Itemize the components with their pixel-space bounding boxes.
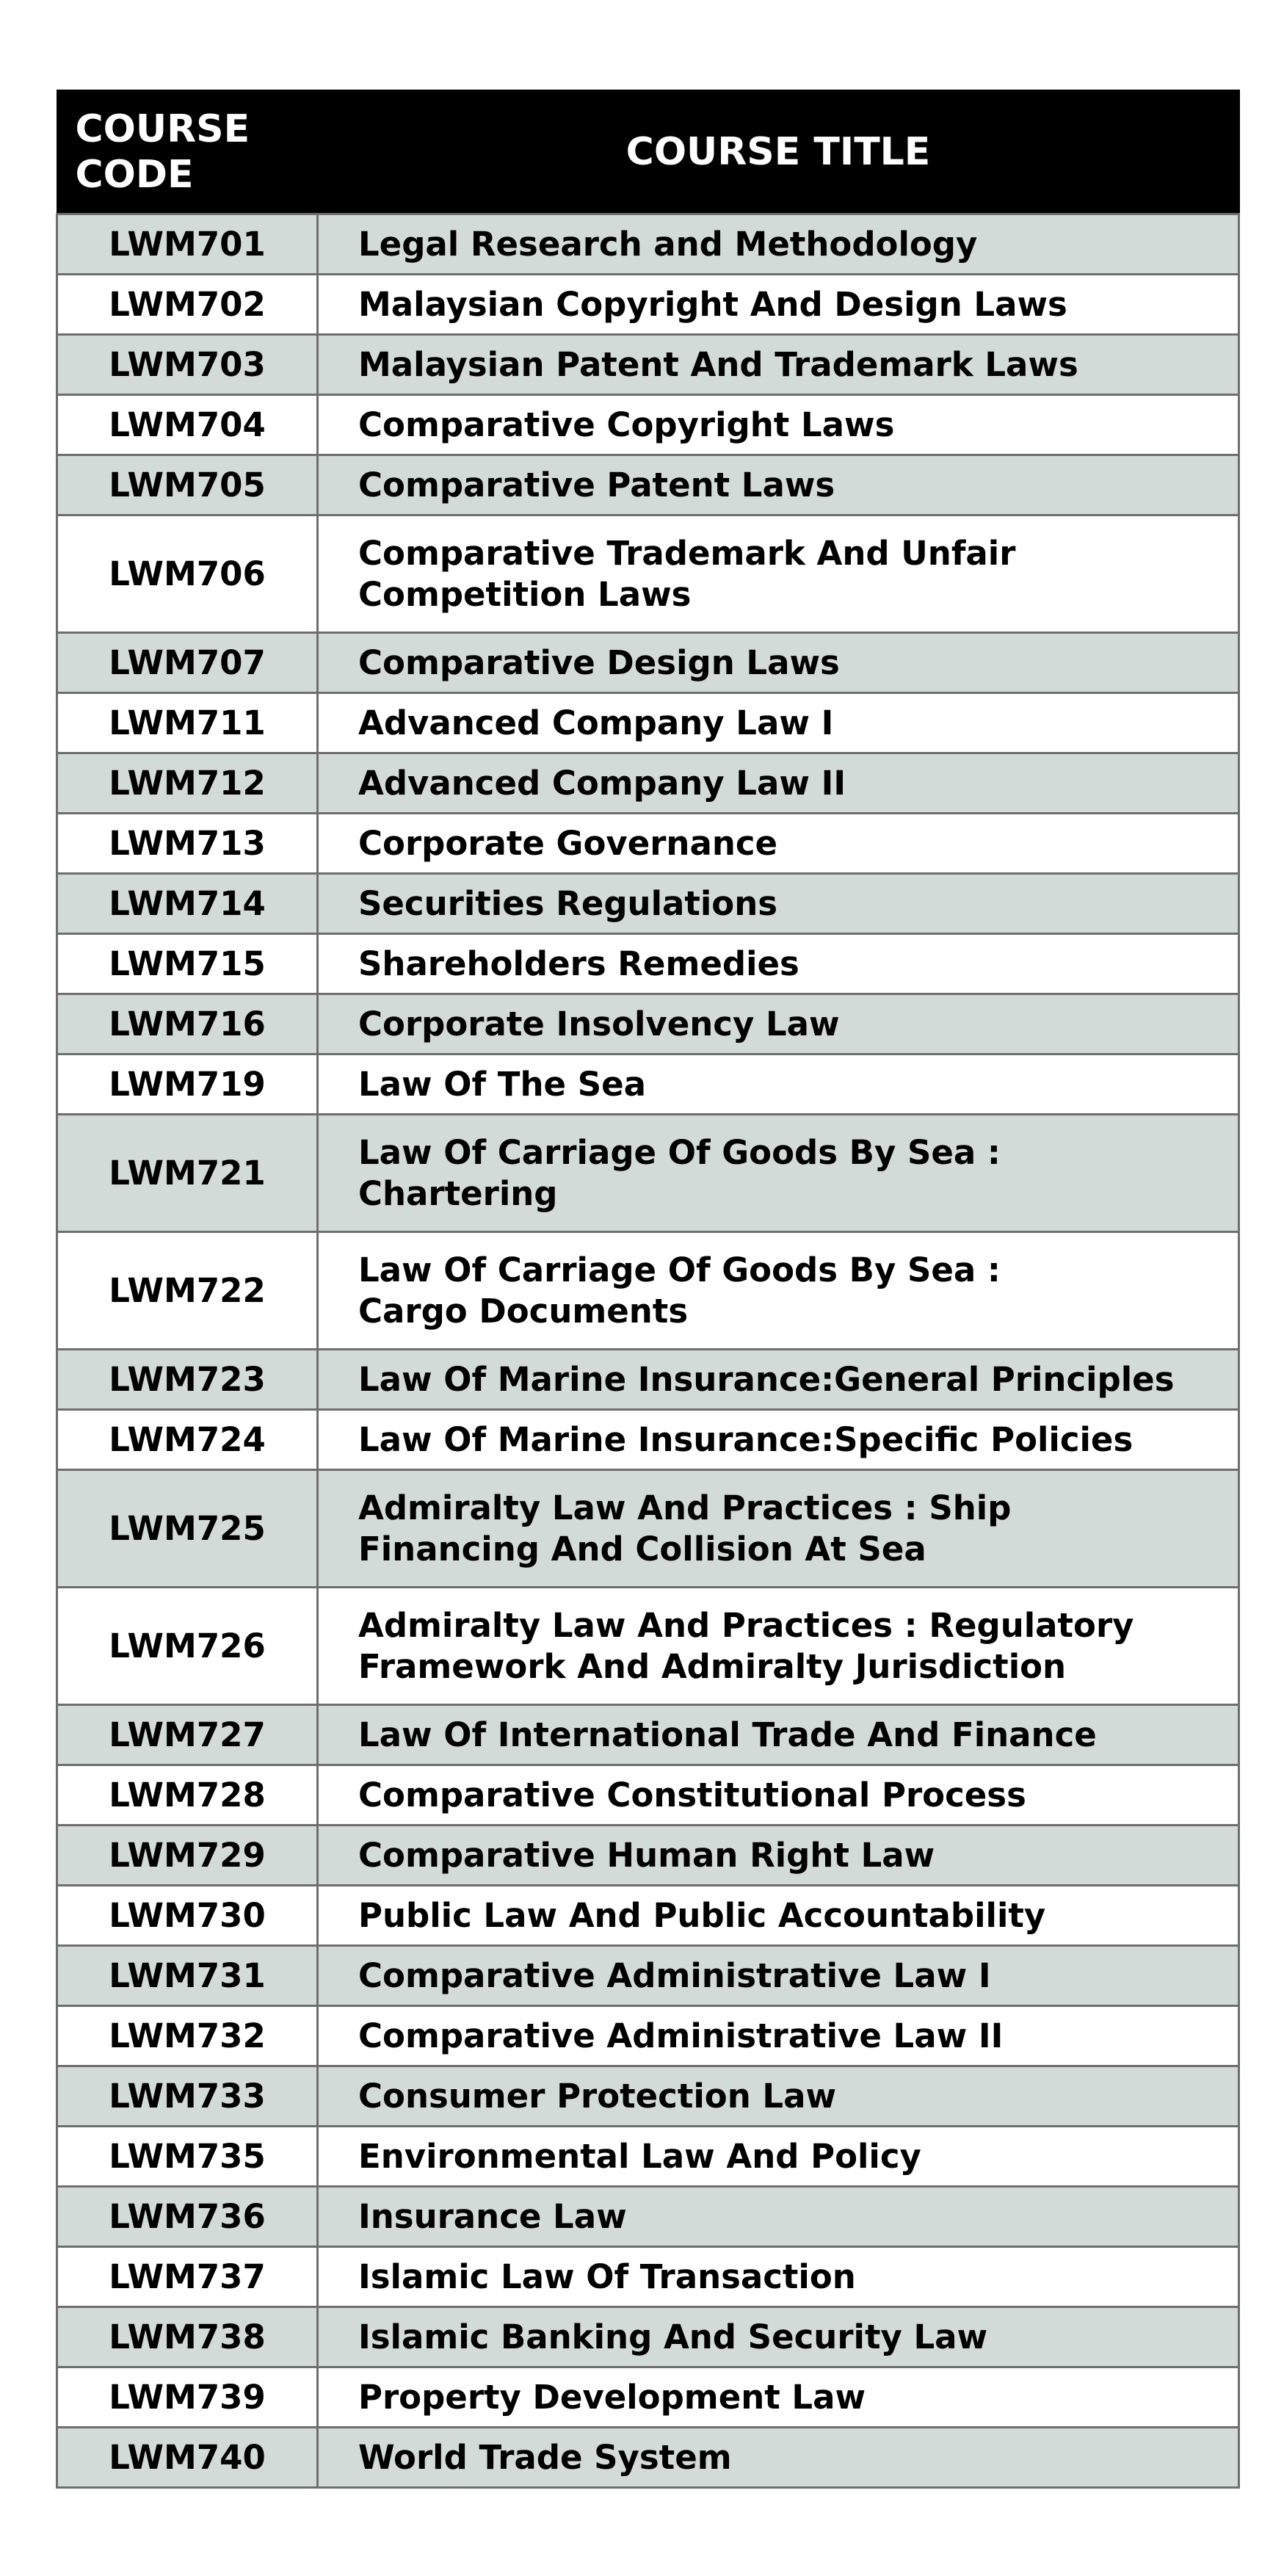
table-row [57,1350,1239,1410]
course-code-cell: LWM730 [57,1886,318,1946]
course-title-cell: Malaysian Patent And Trademark Laws [318,335,1239,395]
course-code-cell: LWM715 [57,934,318,994]
course-code-cell: LWM706 [57,515,318,633]
course-title-cell: Comparative Administrative Law II [318,2006,1239,2066]
course-title-cell: Corporate Insolvency Law [318,994,1239,1054]
table-row [57,2127,1239,2187]
table-row [57,693,1239,753]
course-title-cell: Advanced Company Law II [318,753,1239,814]
header-course-title-label: COURSE TITLE [625,130,931,174]
course-title-cell: Malaysian Copyright And Design Laws [318,275,1239,335]
table-row [57,2247,1239,2307]
course-title-cell: Environmental Law And Policy [318,2127,1239,2187]
table-row [57,753,1239,814]
table-body [57,214,1239,2488]
course-title-cell: Comparative Copyright Laws [318,395,1239,455]
course-code-cell: LWM704 [57,395,318,455]
table-row [57,515,1239,633]
table-row [57,814,1239,874]
table-row [57,395,1239,455]
table-row [57,874,1239,934]
course-title-cell: Comparative Patent Laws [318,455,1239,515]
course-title-cell: Comparative Human Right Law [318,1826,1239,1886]
course-title-cell: Admiralty Law And Practices : Ship Financing And Collision At Sea [318,1470,1239,1588]
course-code-cell: LWM702 [57,275,318,335]
table-row [57,335,1239,395]
course-code-cell: LWM722 [57,1232,318,1350]
table-row [57,994,1239,1054]
table-row [57,2367,1239,2428]
course-title-cell: Shareholders Remedies [318,934,1239,994]
course-title-cell: Consumer Protection Law [318,2066,1239,2127]
table-row [57,2428,1239,2488]
course-title-cell: Property Development Law [318,2367,1239,2428]
course-code-cell: LWM701 [57,214,318,275]
course-title-cell: Comparative Design Laws [318,633,1239,693]
course-title-cell: Law Of Carriage Of Goods By Sea : Cargo Documents [318,1232,1239,1350]
course-title-cell: Insurance Law [318,2187,1239,2247]
table-row [57,275,1239,335]
table-row [57,1588,1239,1705]
course-code-cell: LWM726 [57,1588,318,1705]
course-code-cell: LWM735 [57,2127,318,2187]
header-course-title [318,90,1239,214]
course-code-cell: LWM733 [57,2066,318,2127]
course-title-cell: Comparative Trademark And Unfair Competition Laws [318,515,1239,633]
table-row [57,1946,1239,2006]
course-title-cell: Public Law And Public Accountability [318,1886,1239,1946]
course-code-cell: LWM732 [57,2006,318,2066]
course-title-cell: Securities Regulations [318,874,1239,934]
course-code-cell: LWM737 [57,2247,318,2307]
table-row [57,934,1239,994]
course-code-cell: LWM724 [57,1410,318,1470]
course-code-cell: LWM731 [57,1946,318,2006]
course-title-cell: Law Of Marine Insurance:Specific Policies [318,1410,1239,1470]
table-row [57,1705,1239,1765]
course-code-cell: LWM725 [57,1470,318,1588]
course-code-cell: LWM739 [57,2367,318,2428]
course-code-cell: LWM714 [57,874,318,934]
course-code-cell: LWM721 [57,1115,318,1232]
table-row [57,1232,1239,1350]
course-title-cell: Comparative Administrative Law I [318,1946,1239,2006]
course-title-cell: Law Of Marine Insurance:General Principles [318,1350,1239,1410]
table-row [57,1765,1239,1826]
course-code-cell: LWM727 [57,1705,318,1765]
course-code-cell: LWM740 [57,2428,318,2488]
course-code-cell: LWM712 [57,753,318,814]
table-row [57,1054,1239,1115]
course-title-cell: Admiralty Law And Practices : Regulatory Framework And Admiralty Jurisdiction [318,1588,1239,1705]
table-row [57,1115,1239,1232]
table-row [57,1886,1239,1946]
course-code-cell: LWM728 [57,1765,318,1826]
course-title-cell: Advanced Company Law I [318,693,1239,753]
header-course-code-label: COURSE CODE [75,107,250,197]
table-row [57,633,1239,693]
course-title-cell: Corporate Governance [318,814,1239,874]
table-row [57,1410,1239,1470]
table-row [57,455,1239,515]
course-title-cell: Comparative Constitutional Process [318,1765,1239,1826]
course-title-cell: Law Of Carriage Of Goods By Sea : Chartering [318,1115,1239,1232]
table-row [57,1470,1239,1588]
course-code-cell: LWM719 [57,1054,318,1115]
course-code-cell: LWM738 [57,2307,318,2367]
table-row [57,2006,1239,2066]
course-code-cell: LWM711 [57,693,318,753]
header-row [57,90,1239,214]
course-code-cell: LWM729 [57,1826,318,1886]
table-row [57,2187,1239,2247]
table-row [57,2066,1239,2127]
course-code-cell: LWM707 [57,633,318,693]
course-title-cell: World Trade System [318,2428,1239,2488]
course-code-cell: LWM736 [57,2187,318,2247]
table-header [57,90,1239,214]
course-table [56,90,1240,2489]
table-row [57,1826,1239,1886]
table-row [57,2307,1239,2367]
header-course-code [57,90,318,214]
course-title-cell: Law Of International Trade And Finance [318,1705,1239,1765]
course-code-cell: LWM703 [57,335,318,395]
course-code-cell: LWM713 [57,814,318,874]
table-row [57,214,1239,275]
course-code-cell: LWM705 [57,455,318,515]
course-code-cell: LWM716 [57,994,318,1054]
course-title-cell: Law Of The Sea [318,1054,1239,1115]
course-title-cell: Islamic Banking And Security Law [318,2307,1239,2367]
course-title-cell: Legal Research and Methodology [318,214,1239,275]
course-code-cell: LWM723 [57,1350,318,1410]
course-title-cell: Islamic Law Of Transaction [318,2247,1239,2307]
